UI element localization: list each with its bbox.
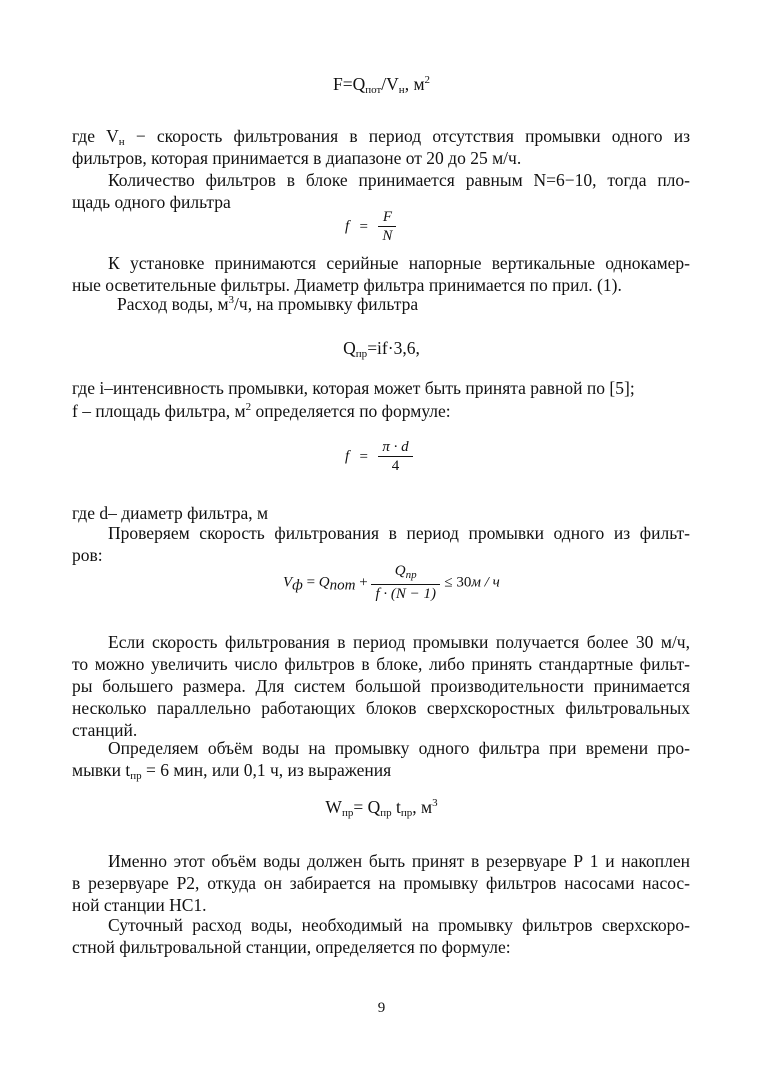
paragraph-wash-flow: Расход воды, $м^3/ч$, на промывку фильтра [117,294,419,314]
formula-wash-volume: $W_{пр}= Q_{пр}$ $t_{пр}$, $м^3$ [325,797,438,819]
formula-wash-flow: $Q_{пр}=if\cdot 3,6$, [343,338,420,360]
formula-filter-area-diameter: f = $\frac{\pi \cdot d}{4}$ [345,438,413,475]
paragraph-wash-volume: Определяем объём воды на промывку одного фильтра при времени про- мывки $t_{пр} = 6$ мин, или 0,1 ч, из выражения [72,738,690,782]
formula-filter-area: $F=Q_{пот}/V_н$, $м^2$ [332,74,431,96]
formula-filtration-speed-check: $V_ф = Q_{пот}$ + $\frac{Q_{пр}}{f \cdot (N - 1)}$ ≤ 30м / ч [283,563,500,602]
paragraph-wash-intensity: где i–интенсивность промывки, которая может быть принята равной по [5]; [72,378,635,398]
paragraph-filter-area-def: f – площадь фильтра, $м^2$ определяется по формуле: [72,401,451,421]
paragraph-speed-exceeded: Если скорость фильтрования в период промывки получается более 30 м/ч, то можно увеличить число фильтров в блоке, либо принять стандартные фильт- ры большего размера. Для систем большой производительности принимается несколько параллельно работающих блоков сверхскоростных фильтровальных станций. [72,632,690,740]
paragraph-check-speed: Проверяем скорость фильтрования в период промывки одного из фильт- ров: [72,523,690,565]
paragraph-daily-consumption: Суточный расход воды, необходимый на промывку фильтров сверхскоро- стной фильтровальной станции, определяется по формуле: [72,915,690,957]
paragraph-filter-count: Количество фильтров в блоке принимается равным N=6−10, тогда пло- щадь одного фильтра [72,170,690,212]
formula-single-filter-area: f = $\frac{F}{N}$ [345,208,396,245]
paragraph-reservoir: Именно этот объём воды должен быть принят в резервуаре Р 1 и накоплен в резервуаре Р2, откуда он забирается на промывку фильтров насосами насос- ной станции НС1. [72,851,690,915]
paragraph-filtration-speed: где $V_н$ − скорость фильтрования в период отсутствия промывки одного из фильтров, которая принимается в диапазоне от 20 до 25 м/ч. [72,126,690,168]
paragraph-diameter-def: где d– диаметр фильтра, м [72,503,269,523]
paragraph-filter-installation: К установке принимаются серийные напорные вертикальные однокамер- ные осветительные фильтры. Диаметр фильтра принимается по прил. (1). [72,253,690,295]
page-number: 9 [377,1000,386,1016]
